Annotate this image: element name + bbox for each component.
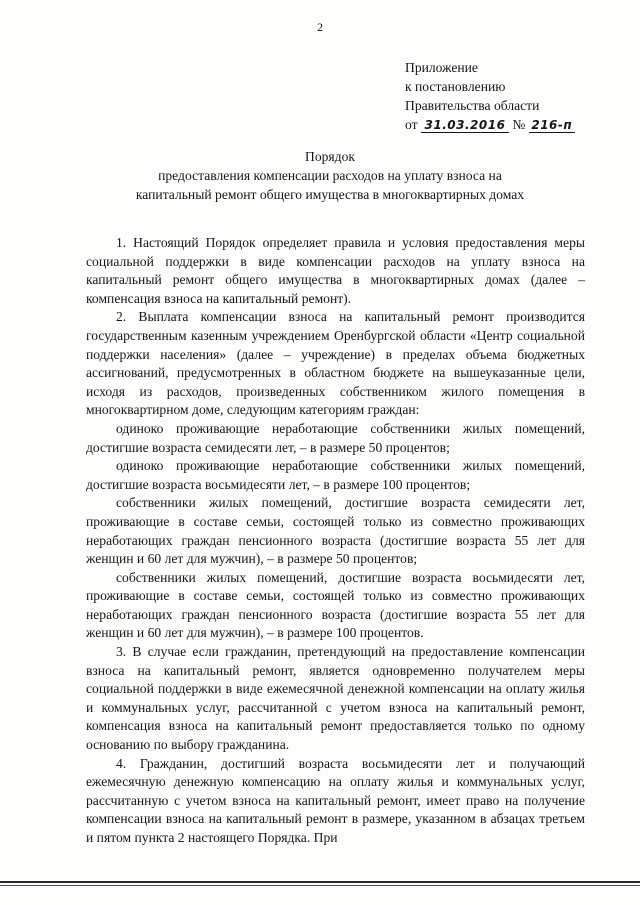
title-heading: Порядок <box>305 149 355 164</box>
date-prefix: от <box>405 117 418 132</box>
page-number: 2 <box>317 20 323 34</box>
handwritten-number: 216-п <box>529 118 575 133</box>
paragraph-4: 4. Гражданин, достигший возраста восьмидесяти лет и получающий ежемесячную денежную компенсацию на оплату жилья и коммунальных услуг, рассчитанную с учетом взноса на капитальный ремонт, имеет право на получение компенсации взноса на капитальный ремонт в размере, указанном в абзацах третьем и пятом пункта 2 настоящего Порядка. При <box>86 755 585 845</box>
appendix-block <box>405 58 575 134</box>
paragraph-category-2: одиноко проживающие неработающие собственники жилых помещений, достигшие возраста восьмидесяти лет, – в размере 100 процентов; <box>86 458 585 492</box>
paragraph-category-1: одиноко проживающие неработающие собственники жилых помещений, достигшие возраста семидесяти лет, – в размере 50 процентов; <box>86 420 585 455</box>
appendix-line-resolution: к постановлению <box>405 79 506 94</box>
title-line-3: капитальный ремонт общего имущества в многоквартирных домах <box>135 187 525 202</box>
footer-rule-thin <box>0 885 640 886</box>
paragraph-category-4: собственники жилых помещений, достигшие возраста восьмидесяти лет, проживающие в составе семьи, состоящей только из совместно проживающих неработающих граждан пенсионного возраста (достигшие возраста 55 лет для женщин и 60 лет для мужчин), – в размере 100 процентов. <box>86 569 585 641</box>
handwritten-date: 31.03.2016 <box>421 118 509 133</box>
appendix-line-government: Правительства области <box>405 98 540 113</box>
document-title <box>80 147 580 204</box>
appendix-title: Приложение <box>405 60 478 75</box>
paragraph-2: 2. Выплата компенсации взноса на капитальный ремонт производится государственным казенным учреждением Оренбургской области «Центр социальной поддержки населения» (далее – учреждение) в пределах объема бюджетных ассигнований, предусмотренных в областном бюджете на вышеуказанные цели, исходя из расходов, произведенных собственником жилого помещения в многоквартирном доме, следующим категориям граждан: <box>86 309 585 418</box>
number-sign: № <box>512 117 526 132</box>
title-line-2: предоставления компенсации расходов на уплату взноса на <box>158 168 502 183</box>
footer-rule <box>0 881 640 883</box>
paragraph-category-3: собственники жилых помещений, достигшие возраста семидесяти лет, проживающие в составе семьи, состоящей только из совместно проживающих неработающих граждан пенсионного возраста (достигшие возраста 55 лет для женщин и 60 лет для мужчин), – в размере 50 процентов; <box>86 495 585 567</box>
paragraph-1: 1. Настоящий Порядок определяет правила и условия предоставления меры социальной поддержки в виде компенсации расходов на уплату взноса на капитальный ремонт общего имущества в многоквартирных домах (далее – компенсация взноса на капитальный ремонт). <box>86 235 585 306</box>
document-body <box>86 234 585 848</box>
appendix-date-line <box>405 115 575 134</box>
paragraph-3: 3. В случае если гражданин, претендующий на предоставление компенсации взноса на капитальный ремонт, является одновременно получателем меры социальной поддержки в виде ежемесячной денежной компенсации на оплату жилья и коммунальных услуг, рассчитанной с учетом взноса на капитальный ремонт, компенсация взноса на капитальный ремонт предоставляется только по одному основанию по выбору гражданина. <box>86 644 585 753</box>
